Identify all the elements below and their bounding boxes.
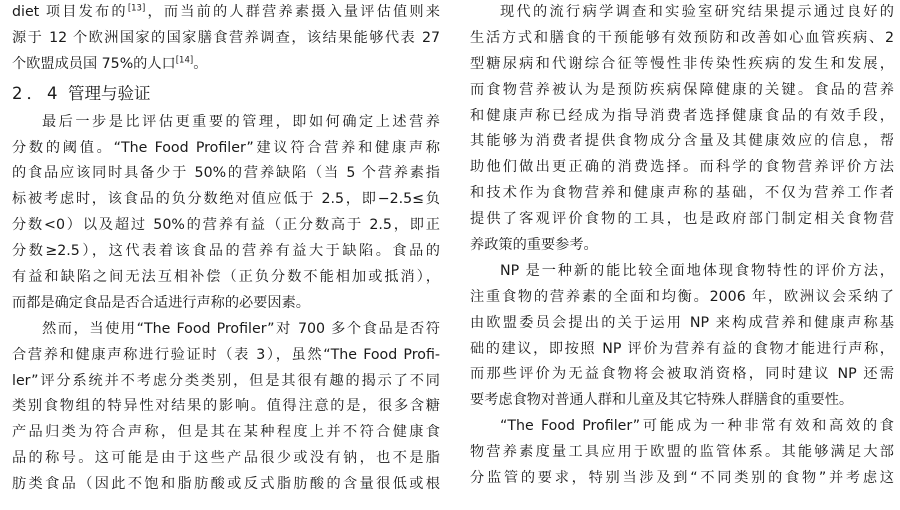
right-column [470, 0, 894, 492]
text-line: 提供了客观评价食物的工具，也是政府部门制定相关食物营 [470, 211, 894, 228]
text-line: 物营养素度量工具应用于欧盟的监管体系。其能够满足大部 [470, 444, 894, 461]
text-line: ler”评分系统并不考虑分类类别，但是其很有趣的揭示了不同 [12, 372, 440, 389]
text-line: 而那些评价为无益食物将会被取消资格，同时建议 NP 还需 [470, 366, 894, 383]
text-line: 要考虑食物对普通人群和儿童及其它特殊人群膳食的重要性。 [470, 392, 854, 409]
paragraph-background [470, 0, 894, 259]
intro-text-end: 个欧盟成员国 75%的人口 [12, 55, 176, 72]
text-line: 合营养和健康声称进行验证时（表 3），虽然“The Food Profi- [12, 346, 440, 363]
text-line: 养政策的重要参考。 [470, 237, 598, 254]
text-line: 的食品应该同时具备少于 50%的营养缺陷（当 5 个营养素指 [12, 165, 440, 182]
text-line: 注重食物的营养素的全面和均衡。2006 年，欧洲议会采纳了 [470, 288, 894, 305]
text-line: 而都是确定食品是否合适进行声称的必要因素。 [12, 294, 310, 311]
text-line: 现代的流行病学调查和实验室研究结果提示通过良好的 [500, 4, 894, 20]
text-line: 分数≥2.5），这代表着该食品的营养有益大于缺陷。食品的 [12, 243, 440, 260]
text-line: 分监管的要求，特别当涉及到“不同类别的食物”并考虑这 [470, 470, 894, 487]
paragraph-food-profiler [470, 414, 894, 492]
section-number: 2．4 [12, 83, 62, 103]
paragraph-validation [12, 317, 440, 498]
intro-line-2: 源于 12 个欧洲国家的国家膳食营养调查，该结果能够代表 27 [12, 29, 440, 46]
text-line: 生活方式和膳食的干预能够有效预防和改善如心血管疾病、2 [470, 29, 894, 46]
text-line: 型糖尿病和代谢综合征等慢性非传染性疾病的发生和发展， [470, 55, 894, 72]
text-line: NP 是一种新的能比较全面地体现食物特性的评价方法， [500, 262, 894, 279]
text-line: 和技术作为食物营养和健康声称的基础，不仅为营养工作者 [470, 185, 894, 202]
intro-text-start: diet 项目发布的 [12, 4, 128, 20]
section-title: 管理与验证 [68, 83, 151, 103]
section-heading [12, 78, 440, 110]
intro-line-1 [12, 0, 440, 26]
text-line: 分数的阈值。“The Food Profiler”建议符合营养和健康声称 [12, 139, 440, 156]
text-line: 然而，当使用“The Food Profiler”对 700 多个食品是否符 [42, 320, 440, 337]
reference-14[interactable]: [14] [175, 55, 194, 66]
paragraph-threshold [12, 110, 440, 317]
text-line: 标被考虑时，该食品的负分数绝对值应低于 2.5，即−2.5≤负 [12, 191, 440, 208]
intro-line-3 [12, 52, 440, 78]
left-column [12, 0, 440, 498]
text-line: 分数<0）以及超过 50%的营养有益（正分数高于 2.5，即正 [12, 217, 440, 234]
text-line: 有益和缺陷之间无法互相补偿（正负分数不能相加或抵消）， [12, 269, 440, 286]
text-line: 助他们做出更正确的消费选择。而科学的食物营养评价方法 [470, 159, 894, 176]
reference-13[interactable]: [13] [127, 3, 146, 14]
intro-text-rest: ，而当前的人群营养素摄入量评估值则来 [145, 4, 440, 20]
paragraph-np [470, 259, 894, 414]
text-line: 而食物营养被认为是预防疾病保障健康的关键。食品的营养 [470, 81, 894, 98]
text-line: 类别食物组的特异性对结果的影响。值得注意的是，很多含糖 [12, 398, 440, 415]
intro-period: 。 [193, 55, 208, 72]
text-line: 最后一步是比评估更重要的管理，即如何确定上述营养 [42, 113, 440, 130]
text-line: 产品归类为符合声称，但是其在某种程度上并不符合健康食 [12, 424, 440, 441]
text-line: 础的建议，即按照 NP 评价为营养有益的食物才能进行声称， [470, 340, 894, 357]
text-line: 和健康声称已经成为指导消费者选择健康食品的有效手段， [470, 107, 894, 124]
text-line: 其能够为消费者提供食物成分含量及其健康效应的信息，帮 [470, 133, 894, 150]
text-line: “The Food Profiler”可能成为一种非常有效和高效的食 [500, 418, 894, 435]
text-line: 由欧盟委员会提出的关于运用 NP 来构成营养和健康声称基 [470, 314, 894, 331]
text-line: 肪类食品（因此不饱和脂肪酸或反式脂肪酸的含量很低或根 [12, 476, 440, 493]
text-line: 品的称号。这可能是由于这些产品很少或没有钠，也不是脂 [12, 450, 440, 467]
